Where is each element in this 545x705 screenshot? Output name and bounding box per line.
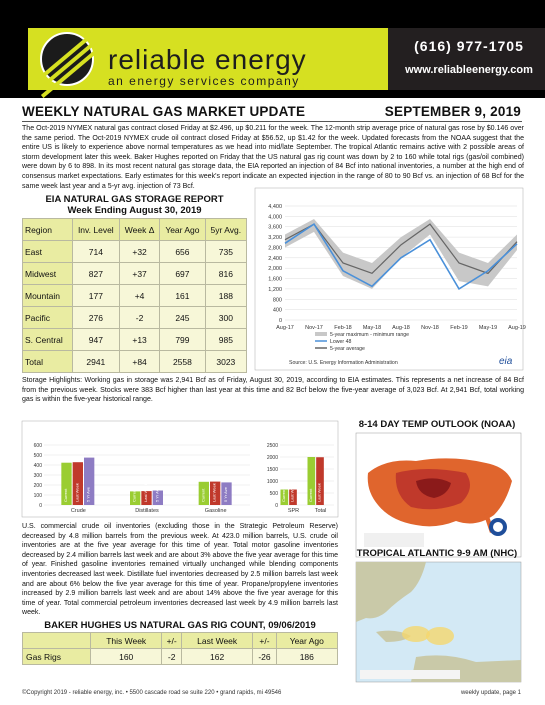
- rig-col-header: Year Ago: [276, 633, 337, 649]
- x-tick-label: Nov-18: [421, 325, 439, 331]
- rig-row-label: Gas Rigs: [23, 649, 91, 665]
- y-tick-label: 2500: [266, 443, 278, 449]
- table-cell: +13: [119, 329, 159, 351]
- region-name: S. Central: [23, 329, 73, 351]
- y-tick-label: 3,200: [268, 235, 282, 242]
- phone-number: (616) 977-1705: [414, 38, 524, 54]
- table-cell: 188: [205, 285, 246, 307]
- storage-col-header: Inv. Level: [72, 219, 119, 241]
- region-name: Midwest: [23, 263, 73, 285]
- bar-label: Current: [63, 488, 68, 502]
- table-row: [23, 285, 247, 307]
- y-tick-label: 2,800: [268, 245, 282, 252]
- temp-outlook-map: [356, 433, 521, 557]
- y-tick-label: 3,600: [268, 224, 282, 231]
- footer-page: weekly update, page 1: [460, 690, 521, 696]
- table-cell: 300: [205, 307, 246, 329]
- rig-cell: -26: [253, 649, 276, 665]
- rig-count-table: [22, 632, 338, 665]
- y-tick-label: 300: [33, 473, 42, 479]
- storage-col-header: 5yr Avg.: [205, 219, 246, 241]
- storage-col-header: Week Δ: [119, 219, 159, 241]
- page-title: WEEKLY NATURAL GAS MARKET UPDATE: [22, 104, 306, 119]
- y-tick-label: 600: [33, 443, 42, 449]
- x-tick-label: Feb-19: [450, 325, 468, 331]
- y-tick-label: 2000: [266, 455, 278, 461]
- tropical-title: TROPICAL ATLANTIC 9-9 AM (NHC): [356, 548, 518, 559]
- x-tick-label: Total: [314, 508, 327, 514]
- x-tick-label: Feb-18: [334, 325, 352, 331]
- storage-report-subtitle: Week Ending August 30, 2019: [67, 205, 202, 216]
- table-cell: 245: [160, 307, 206, 329]
- x-tick-label: Crude: [70, 508, 86, 514]
- table-cell: 714: [72, 241, 119, 263]
- rig-col-header: +/-: [253, 633, 276, 649]
- rig-cell: 186: [276, 649, 337, 665]
- x-tick-label: SPR: [287, 508, 300, 514]
- table-cell: +32: [119, 241, 159, 263]
- legend-label: 5-year maximum - minimum range: [330, 332, 409, 338]
- storage-col-header: Region: [23, 219, 73, 241]
- website-link[interactable]: www.reliableenergy.com: [405, 64, 533, 76]
- bar-label: Current: [131, 488, 137, 502]
- bar-label: 5 Yr Ave: [85, 487, 91, 502]
- x-tick-label: May-18: [362, 325, 382, 331]
- x-tick-label: Nov-17: [305, 325, 323, 331]
- bar-label: Last Week: [316, 483, 322, 502]
- rig-col-header: [23, 633, 91, 649]
- rig-cell: -2: [162, 649, 181, 665]
- y-tick-label: 4,000: [268, 214, 282, 221]
- bar-label: Current: [280, 488, 286, 502]
- petroleum-paragraph: U.S. commercial crude oil inventories (excluding those in the Strategic Petroleum Reserve) decreased by 4.8 million barrels from the previous week. At 423.0 million barrels, U.S. crude oil inventories are at the five year average for this time of year. Total motor gasoline inventories decreased by 2.4 million barrels last week and are about 3% above the five year average for this time of year. Finished gasoline inventories remained virtually unchanged while blending components inventories decreased last week. Distillate fuel inventories decreased by 2.5 million barrels last week and are about 6% below the five year average for this time of year. Propane/propylene inventories increased by 2.9 million barrels last week and are about 14% above the five year average for this time of year. Total commercial petroleum inventories decreased last week by 4.9 million barrels last week.: [22, 523, 338, 617]
- table-cell: 161: [160, 285, 206, 307]
- table-cell: 2558: [160, 351, 206, 373]
- y-tick-label: 200: [33, 483, 42, 489]
- region-name: Mountain: [23, 285, 73, 307]
- table-cell: 799: [160, 329, 206, 351]
- company-name: reliable energy: [108, 44, 307, 75]
- page-date: SEPTEMBER 9, 2019: [384, 104, 521, 119]
- y-tick-label: 0: [278, 318, 282, 324]
- rig-cell: 162: [181, 649, 253, 665]
- storage-highlights: Storage Highlights: Working gas in storage was 2,941 Bcf as of Friday, August 30, 2019, according to EIA estimates. This represents a net increase of 84 Bcf from the previous week. Stocks were 383 Bcf higher than last year at this time and 82 Bcf below the five-year average of 3,023 Bcf. At 2,941 Bcf, total working gas is within the five-year historical range.: [22, 377, 524, 404]
- table-row: [23, 241, 247, 263]
- x-tick-label: Aug-17: [276, 325, 294, 331]
- y-tick-label: 500: [33, 453, 42, 459]
- bar-label: Last Week: [289, 483, 295, 502]
- rig-count-title: BAKER HUGHES US NATURAL GAS RIG COUNT, 09/06/2019: [44, 620, 316, 631]
- title-divider: [22, 121, 522, 122]
- x-tick-label: May-19: [478, 325, 498, 331]
- storage-chart: [255, 188, 526, 370]
- y-tick-label: 4,400: [268, 204, 282, 210]
- company-tagline: an energy services company: [108, 74, 300, 88]
- bar-label: Last Week: [143, 483, 148, 502]
- bar-label: Current: [307, 488, 313, 502]
- table-cell: 985: [205, 329, 246, 351]
- storage-report-heading: EIA NATURAL GAS STORAGE REPORT: [45, 194, 224, 205]
- x-tick-label: Distillates: [135, 508, 159, 514]
- table-cell: 177: [72, 285, 119, 307]
- y-tick-label: 0: [275, 503, 278, 509]
- bar-label: 5 Yr Ave: [223, 487, 228, 502]
- table-cell: +4: [119, 285, 159, 307]
- y-tick-label: 1,600: [268, 276, 282, 283]
- table-row: [23, 351, 247, 373]
- y-tick-label: 100: [33, 493, 42, 499]
- legend-label: Lower 48: [330, 339, 352, 345]
- table-row: [23, 263, 247, 285]
- y-tick-label: 400: [272, 307, 282, 314]
- tropical-map: [356, 562, 521, 682]
- table-cell: 816: [205, 263, 246, 285]
- y-tick-label: 1,200: [268, 286, 282, 293]
- table-row: [23, 307, 247, 329]
- table-cell: 656: [160, 241, 206, 263]
- table-row: [23, 329, 247, 351]
- table-cell: 735: [205, 241, 246, 263]
- rig-col-header: +/-: [162, 633, 181, 649]
- x-tick-label: Gasoline: [204, 508, 227, 514]
- temp-outlook-title: 8-14 DAY TEMP OUTLOOK (NOAA): [358, 419, 516, 430]
- y-tick-label: 500: [269, 491, 278, 497]
- region-name: East: [23, 241, 73, 263]
- footer-copyright: ©Copyright 2019 - reliable energy, inc. • 5500 cascade road se suite 220 • grand rapids, mi 49546: [22, 690, 282, 696]
- table-cell: 827: [72, 263, 119, 285]
- region-name: Pacific: [23, 307, 73, 329]
- rig-col-header: This Week: [90, 633, 161, 649]
- y-tick-label: 1500: [266, 467, 278, 473]
- rig-cell: 160: [90, 649, 161, 665]
- bar-label: Last Week: [74, 483, 80, 502]
- storage-table: [22, 218, 247, 373]
- legend-label: 5-year average: [330, 346, 365, 352]
- y-tick-label: 1000: [266, 479, 278, 485]
- y-tick-label: 0: [39, 503, 42, 509]
- y-tick-label: 2,400: [268, 255, 282, 262]
- table-cell: +84: [119, 351, 159, 373]
- table-cell: 3023: [205, 351, 246, 373]
- storage-col-header: Year Ago: [160, 219, 206, 241]
- company-logo-icon: [40, 32, 94, 86]
- table-cell: -2: [119, 307, 159, 329]
- bar-label: Last Week: [211, 483, 217, 502]
- table-cell: 697: [160, 263, 206, 285]
- y-tick-label: 400: [33, 463, 42, 469]
- x-tick-label: Aug-18: [392, 325, 410, 331]
- y-tick-label: 2,000: [268, 266, 282, 273]
- x-tick-label: Aug-19: [508, 325, 526, 331]
- eia-logo: eia: [499, 356, 513, 367]
- rig-col-header: Last Week: [181, 633, 253, 649]
- table-cell: 276: [72, 307, 119, 329]
- storage-report-title: [22, 194, 247, 216]
- chart-source: Source: U.S. Energy Information Administration: [289, 360, 398, 366]
- region-name: Total: [23, 351, 73, 373]
- y-tick-label: 800: [272, 297, 282, 304]
- table-cell: 2941: [72, 351, 119, 373]
- bar-label: Current: [200, 488, 206, 502]
- bar-label: 5 Yr Ave: [154, 487, 160, 502]
- table-cell: +37: [119, 263, 159, 285]
- intro-paragraph: The Oct-2019 NYMEX natural gas contract closed Friday at $2.496, up $0.211 for the week. The 12-month strip average price of natural gas rose by $0.146 over the same period. The Oct-2019 NYMEX crude oil contract closed Friday at $56.52, up $1.42 for the week. Updated forecasts from the NOAA suggest that the entire US is likely to experience above normal temperatures as we head into mid/late September. The tropical Atlantic remains active with 2 possible areas of storm development later this week. Baker Hughes reported on Friday that the US natural gas rig count was down by 2 to 160 while total rigs (gas/oil combined) were down by 6 to 898. In its most recent natural gas storage data, the EIA reported an injection of 84 Bcf into national inventories, a number at the high end of consensus market expectations. Early estimates for this week's report indicate an expected injection in the range of 80 to 90 Bcf vs. an injection of 68 Bcf for the same week last year and a 5-yr avg. injection of 73 Bcf.: [22, 125, 524, 190]
- table-cell: 947: [72, 329, 119, 351]
